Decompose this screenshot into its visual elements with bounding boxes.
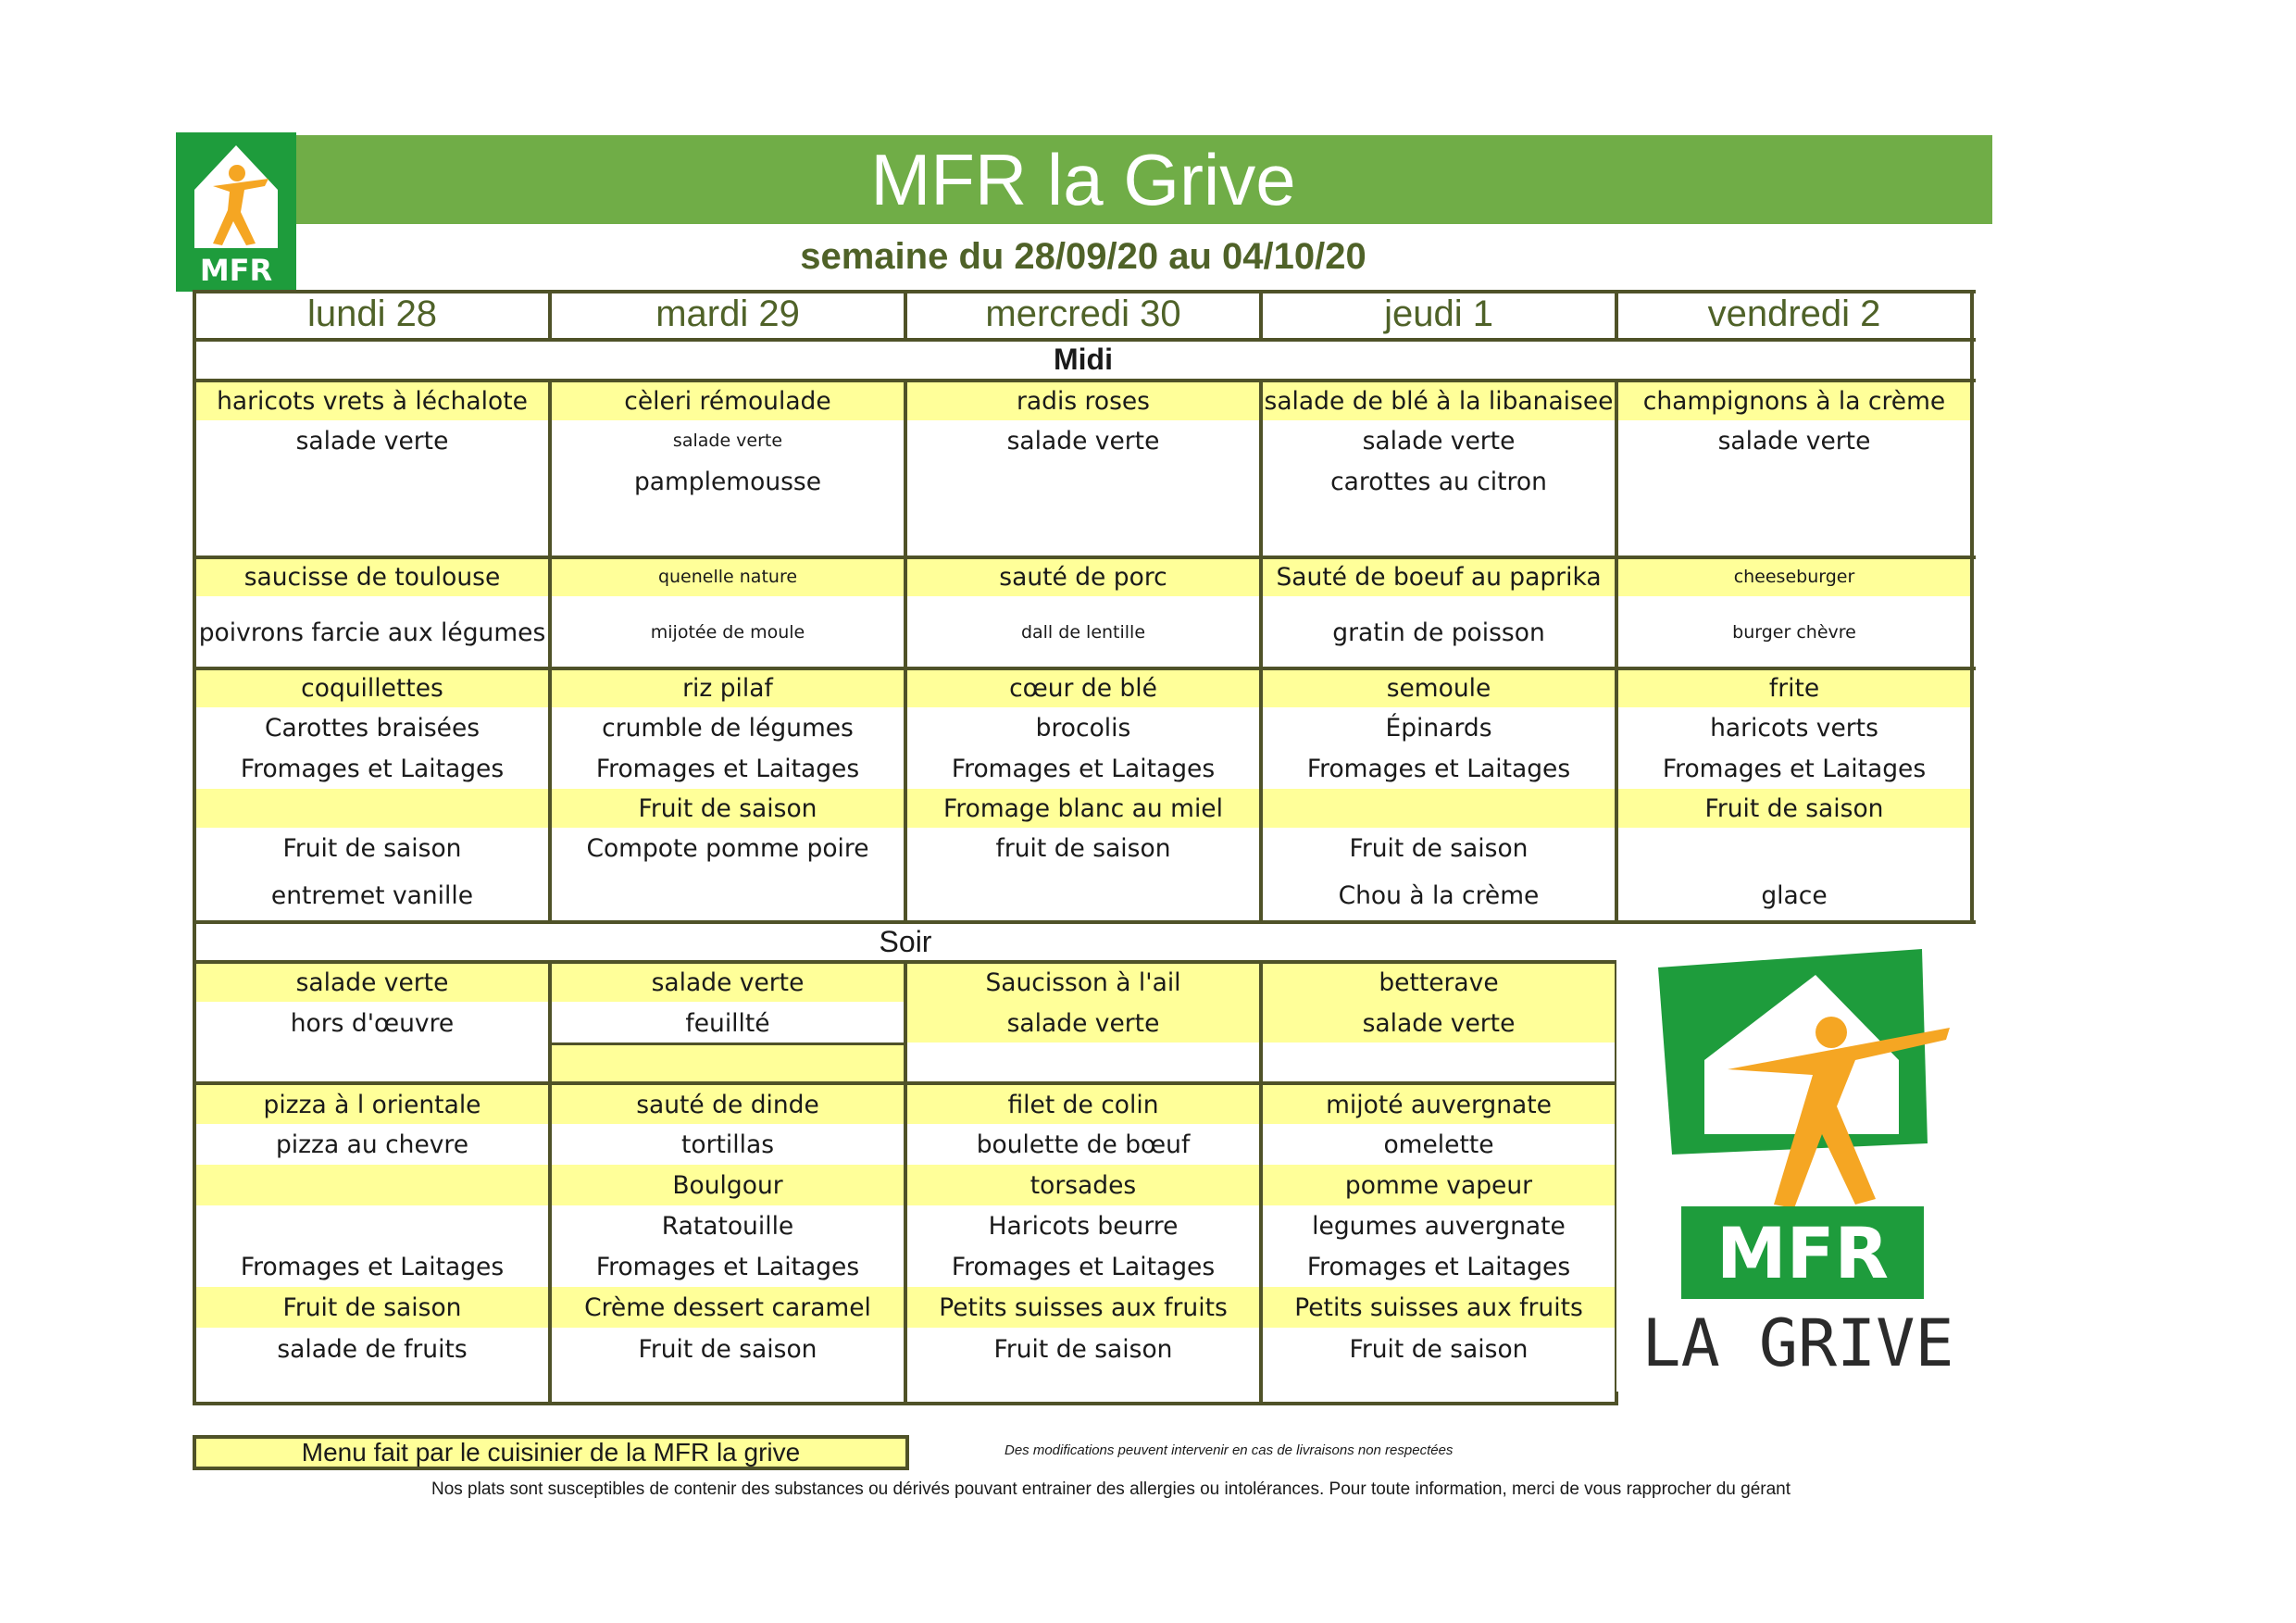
menu-cell: quenelle nature <box>657 567 798 587</box>
menu-cell: Fruit de saison <box>282 1292 462 1322</box>
menu-cell: Fruit de saison <box>1349 1334 1529 1364</box>
grid-line <box>1615 379 1618 922</box>
menu-cell: Fromages et Laitages <box>595 754 860 783</box>
grid-line <box>1259 960 1263 1405</box>
menu-cell: Ratatouille <box>661 1211 794 1241</box>
menu-cell: Fruit de saison <box>1704 793 1884 823</box>
menu-cell: frite <box>1768 673 1820 703</box>
mfr-logo-small <box>176 132 296 292</box>
menu-cell: coquillettes <box>301 673 443 703</box>
menu-cell: carottes au citron <box>1330 467 1547 496</box>
menu-cell: betterave <box>1379 968 1499 997</box>
section-soir: Soir <box>879 925 932 958</box>
menu-cell: salade verte <box>1006 1008 1160 1038</box>
menu-cell: salade verte <box>672 431 783 451</box>
day-header: lundi 28 <box>306 293 438 334</box>
menu-cell: salade verte <box>1362 1008 1516 1038</box>
grid-line <box>193 556 1976 559</box>
menu-cell: semoule <box>1386 673 1491 703</box>
menu-cell: salade de fruits <box>277 1334 468 1364</box>
menu-cell: cœur de blé <box>1009 673 1157 703</box>
menu-cell: champignons à la crème <box>1642 386 1946 416</box>
grid-line <box>1259 290 1263 340</box>
grid-line <box>193 290 196 1405</box>
menu-cell: Fromages et Laitages <box>1662 754 1927 783</box>
menu-cell: Épinards <box>1385 713 1492 743</box>
menu-cell: Compote pomme poire <box>586 833 869 863</box>
grid-line <box>193 290 1976 293</box>
menu-cell: brocolis <box>1035 713 1131 743</box>
menu-cell: pizza à l orientale <box>263 1090 481 1119</box>
menu-cell: gratin de poisson <box>1332 618 1545 647</box>
menu-cell: sauté de dinde <box>636 1090 819 1119</box>
menu-cell: burger chèvre <box>1732 622 1856 643</box>
menu-cell: Fromages et Laitages <box>1306 1252 1571 1281</box>
grid-line <box>193 667 1976 670</box>
svg-text:LA GRIVE: LA GRIVE <box>1641 1305 1954 1381</box>
day-header: mardi 29 <box>655 293 800 334</box>
menu-cell: Fruit de saison <box>638 793 817 823</box>
menu-cell: Sauté de boeuf au paprika <box>1276 562 1602 592</box>
menu-cell: riz pilaf <box>682 673 773 703</box>
menu-cell: Haricots beurre <box>988 1211 1179 1241</box>
highlight-band <box>550 1044 905 1083</box>
menu-cell <box>194 789 550 828</box>
menu-cell <box>905 870 1261 920</box>
menu-cell: salade verte <box>1006 426 1160 456</box>
grid-line <box>904 290 907 340</box>
menu-cell: torsades <box>1029 1170 1137 1200</box>
menu-cell: salade verte <box>1717 426 1871 456</box>
menu-cell: dall de lentille <box>1020 622 1146 643</box>
menu-cell: mijoté auvergnate <box>1326 1090 1552 1119</box>
menu-cell: tortillas <box>680 1130 775 1159</box>
menu-cell: salade verte <box>651 968 805 997</box>
page-title: MFR la Grive <box>870 139 1296 220</box>
svg-text:MFR: MFR <box>1716 1212 1890 1294</box>
grid-line <box>550 1042 905 1045</box>
day-header: jeudi 1 <box>1384 293 1493 334</box>
menu-cell: salade verte <box>295 426 449 456</box>
menu-cell: Fromage blanc au miel <box>943 793 1223 823</box>
menu-cell: salade verte <box>295 968 449 997</box>
menu-cell: feuillté <box>685 1008 770 1038</box>
menu-cell: Fromages et Laitages <box>595 1252 860 1281</box>
menu-cell: poivrons farcie aux légumes <box>198 618 546 647</box>
menu-cell: filet de colin <box>1007 1090 1159 1119</box>
menu-cell: mijotée de moule <box>650 622 805 643</box>
menu-cell: cheeseburger <box>1733 567 1855 587</box>
grid-line <box>548 960 552 1405</box>
menu-cell: Fruit de saison <box>993 1334 1173 1364</box>
mfr-la-grive-logo <box>1616 930 1972 1392</box>
menu-cell: Carottes braisées <box>264 713 480 743</box>
menu-cell: glace <box>1761 880 1828 910</box>
grid-line <box>550 1081 905 1084</box>
menu-cell: salade de blé à la libanaisee <box>1264 386 1614 416</box>
day-header: vendredi 2 <box>1707 293 1881 334</box>
menu-cell: pomme vapeur <box>1344 1170 1533 1200</box>
section-midi: Midi <box>1054 343 1113 376</box>
menu-cell: omelette <box>1383 1130 1494 1159</box>
menu-cell: crumble de légumes <box>602 713 854 743</box>
menu-cell: pamplemousse <box>633 467 822 496</box>
menu-cell: fruit de saison <box>995 833 1171 863</box>
menu-cell <box>1261 789 1616 828</box>
house-figure-icon <box>1616 930 1972 1392</box>
menu-cell: entremet vanille <box>270 880 474 910</box>
grid-line <box>548 290 552 340</box>
menu-cell <box>1616 828 1972 868</box>
menu-cell: hors d'œuvre <box>290 1008 455 1038</box>
grid-line <box>193 379 1976 382</box>
menu-cell: Petits suisses aux fruits <box>939 1292 1228 1322</box>
week-range: semaine du 28/09/20 au 04/10/20 <box>800 236 1366 277</box>
grid-line <box>1259 379 1263 922</box>
grid-line <box>193 338 1976 342</box>
menu-cell: Chou à la crème <box>1338 880 1540 910</box>
grid-line <box>904 379 907 922</box>
chef-credit: Menu fait par le cuisinier de la MFR la grive <box>193 1435 909 1470</box>
grid-line <box>548 379 552 922</box>
menu-cell <box>905 461 1261 502</box>
menu-cell: pizza au chevre <box>275 1130 469 1159</box>
menu-cell: boulette de bœuf <box>976 1130 1191 1159</box>
menu-cell: Fromages et Laitages <box>240 754 505 783</box>
menu-cell: legumes auvergnate <box>1312 1211 1566 1241</box>
menu-cell: Fruit de saison <box>282 833 462 863</box>
menu-cell <box>1616 461 1972 502</box>
menu-cell: Crème dessert caramel <box>584 1292 871 1322</box>
menu-cell: haricots vrets à léchalote <box>217 386 528 416</box>
menu-cell <box>550 870 905 920</box>
grid-line <box>1615 290 1618 340</box>
house-figure-icon <box>176 132 296 292</box>
delivery-note: Des modifications peuvent intervenir en cas de livraisons non respectées <box>1004 1442 1454 1458</box>
menu-cell: Fruit de saison <box>1349 833 1529 863</box>
menu-cell <box>194 1205 550 1246</box>
menu-cell: sauté de porc <box>999 562 1167 592</box>
menu-cell: Fromages et Laitages <box>951 1252 1216 1281</box>
menu-cell: Fruit de saison <box>638 1334 817 1364</box>
svg-text:MFR: MFR <box>199 253 273 288</box>
menu-cell: Fromages et Laitages <box>1306 754 1571 783</box>
allergy-notice: Nos plats sont susceptibles de contenir des substances ou dérivés pouvant entrainer des allergies ou intolérances. Pour toute information, merci de vous rapprocher du gérant <box>430 1479 1791 1499</box>
grid-line <box>1970 290 1974 922</box>
menu-cell: Saucisson à l'ail <box>985 968 1181 997</box>
menu-cell: Fromages et Laitages <box>951 754 1216 783</box>
menu-cell <box>194 461 550 502</box>
menu-cell: haricots verts <box>1710 713 1878 743</box>
day-header: mercredi 30 <box>985 293 1181 334</box>
menu-cell <box>194 1165 550 1205</box>
menu-cell: saucisse de toulouse <box>243 562 501 592</box>
menu-cell: cèleri rémoulade <box>624 386 831 416</box>
menu-cell: salade verte <box>1362 426 1516 456</box>
menu-cell: Petits suisses aux fruits <box>1294 1292 1583 1322</box>
menu-cell: Boulgour <box>672 1170 783 1200</box>
menu-cell: radis roses <box>1017 386 1150 416</box>
menu-cell: Fromages et Laitages <box>240 1252 505 1281</box>
grid-line <box>904 960 907 1405</box>
